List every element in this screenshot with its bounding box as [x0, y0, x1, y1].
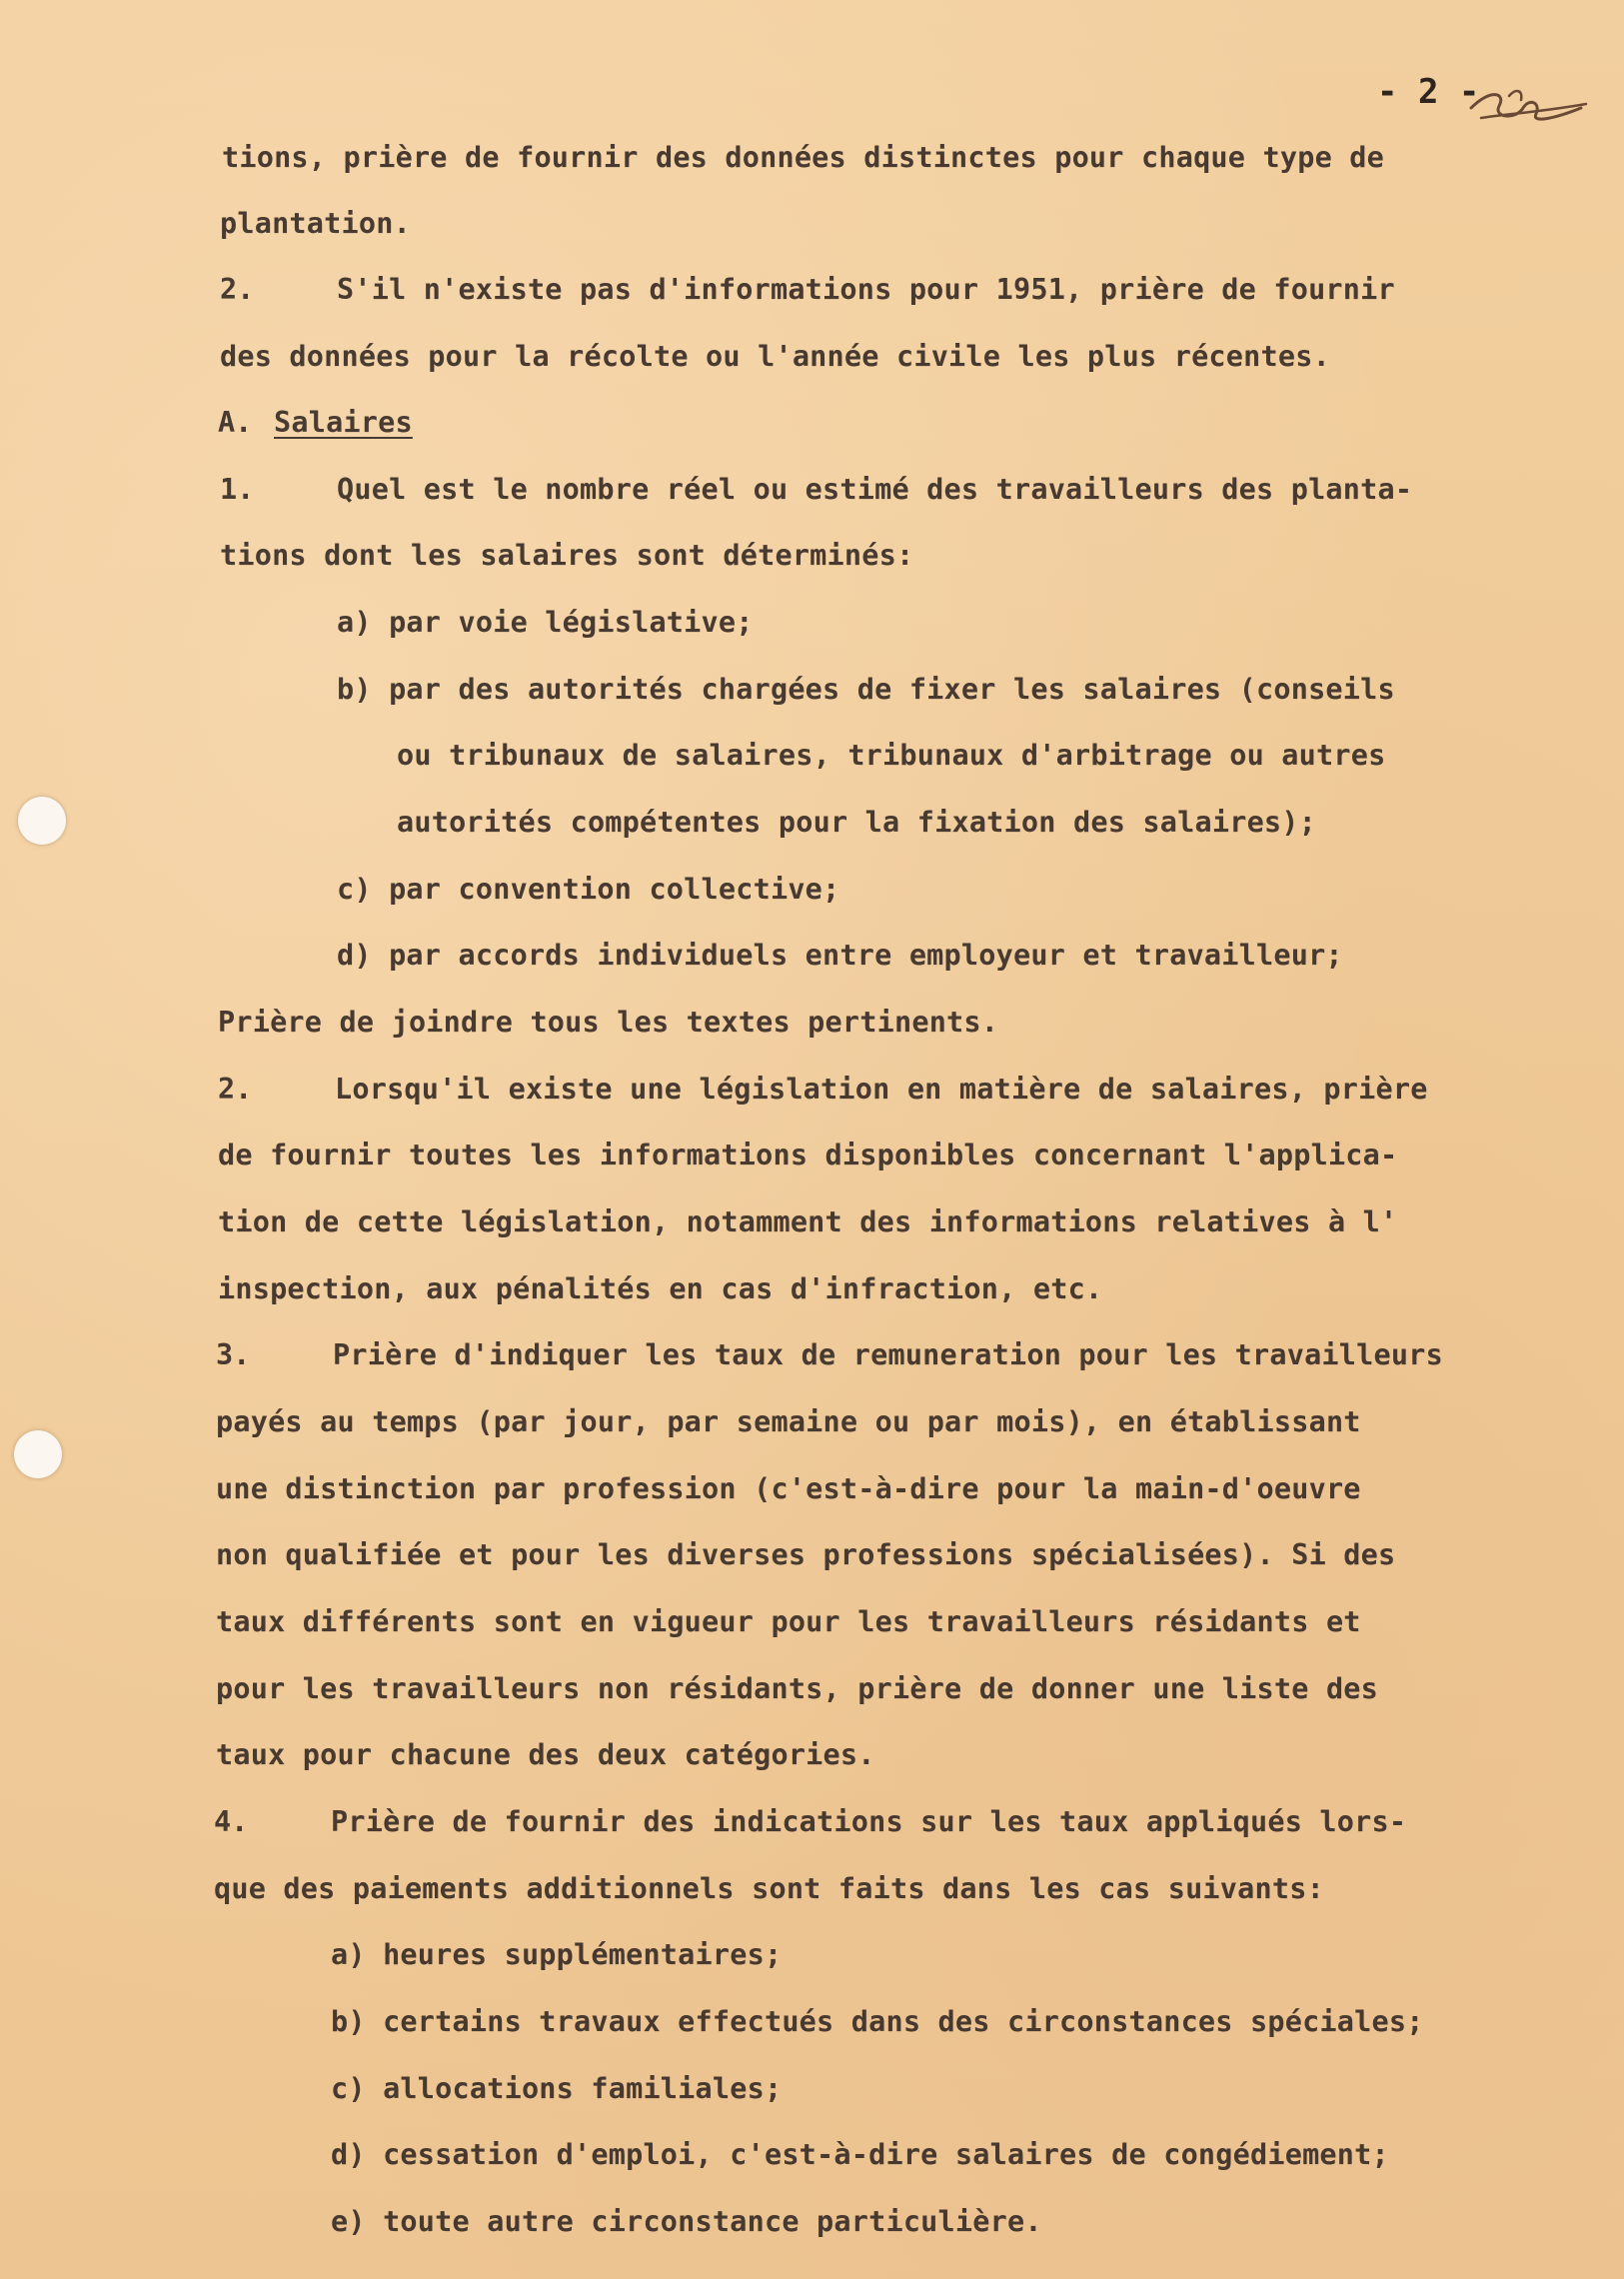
section-heading: Salaires: [274, 406, 413, 439]
text-line: des données pour la récolte ou l'année civile les plus récentes.: [220, 340, 1330, 373]
punch-hole-top: [18, 797, 66, 845]
text-line: taux pour chacune des deux catégories.: [216, 1738, 875, 1771]
text-line: que des paiements additionnels sont faits dans les cas suivants:: [214, 1872, 1324, 1905]
text-line: b) certains travaux effectués dans des circonstances spéciales;: [331, 2005, 1424, 2038]
text-line: inspection, aux pénalités en cas d'infraction, etc.: [218, 1272, 1103, 1305]
text-line: a) par voie législative;: [337, 606, 754, 639]
text-line: c) par convention collective;: [337, 873, 840, 906]
text-line: tion de cette législation, notamment des informations relatives à l': [218, 1205, 1398, 1238]
text-line: Quel est le nombre réel ou estimé des travailleurs des planta-: [337, 473, 1413, 506]
text-line: autorités compétentes pour la fixation des salaires);: [397, 806, 1316, 839]
text-line: non qualifiée et pour les diverses professions spécialisées). Si des: [216, 1538, 1396, 1571]
text-line: Prière de fournir des indications sur les taux appliqués lors-: [331, 1805, 1407, 1838]
page-number: - 2 -: [1377, 72, 1480, 112]
text-line: d) par accords individuels entre employeur et travailleur;: [337, 939, 1343, 972]
text-line: tions dont les salaires sont déterminés:: [220, 539, 914, 572]
text-line: c) allocations familiales;: [331, 2072, 783, 2105]
text-line: une distinction par profession (c'est-à-dire pour la main-d'oeuvre: [216, 1472, 1361, 1505]
item-number: 4.: [214, 1805, 249, 1838]
text-line: S'il n'existe pas d'informations pour 1951, prière de fournir: [337, 273, 1395, 306]
text-line: b) par des autorités chargées de fixer les salaires (conseils: [337, 673, 1395, 706]
text-line: a) heures supplémentaires;: [331, 1938, 783, 1971]
text-line: Lorsqu'il existe une législation en matière de salaires, prière: [335, 1073, 1428, 1106]
item-number: 1.: [220, 473, 255, 506]
text-line: ou tribunaux de salaires, tribunaux d'arbitrage ou autres: [397, 739, 1386, 772]
item-number: 3.: [216, 1338, 251, 1371]
item-number: 2.: [220, 273, 255, 306]
punch-hole-bottom: [14, 1430, 62, 1478]
item-number: 2.: [218, 1073, 253, 1106]
text-line: d) cessation d'emploi, c'est-à-dire salaires de congédiement;: [331, 2138, 1389, 2171]
handwritten-mark-icon: [1461, 78, 1591, 138]
text-line: de fournir toutes les informations disponibles concernant l'applica-: [218, 1139, 1398, 1171]
text-line: e) toute autre circonstance particulière.: [331, 2205, 1042, 2238]
text-line: pour les travailleurs non résidants, prière de donner une liste des: [216, 1672, 1379, 1705]
section-label: A.: [218, 406, 253, 439]
text-line: tions, prière de fournir des données distinctes pour chaque type de: [222, 141, 1385, 174]
text-line: Prière d'indiquer les taux de remuneration pour les travailleurs: [333, 1338, 1443, 1371]
text-line: taux différents sont en vigueur pour les travailleurs résidants et: [216, 1605, 1361, 1638]
text-line: Prière de joindre tous les textes pertinents.: [218, 1006, 999, 1039]
text-line: plantation.: [220, 207, 411, 240]
text-line: payés au temps (par jour, par semaine ou par mois), en établissant: [216, 1405, 1361, 1438]
